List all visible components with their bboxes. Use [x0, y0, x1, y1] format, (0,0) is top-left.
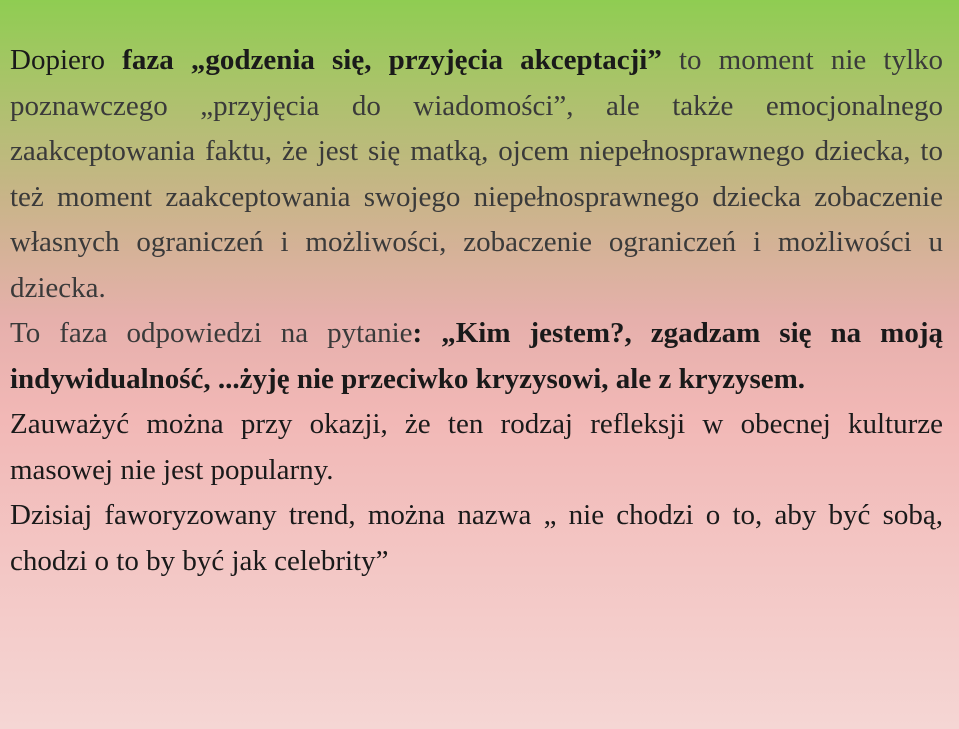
paragraph-4	[10, 493, 943, 584]
text-run: to moment nie tylko poznawczego „przyjęcia do wiadomości”, ale także emocjonalnego zaakceptowania faktu, że jest się matką, ojcem niepełnosprawnego dziecka, to też moment zaakceptowania swojego niepełnosprawnego dziecka zobaczenie własnych ograniczeń i możliwości, zobaczenie ograniczeń i możliwości u dziecka.	[10, 44, 944, 304]
text-run-bold: faza „godzenia się, przyjęcia akceptacji”	[122, 44, 679, 76]
paragraph-3	[10, 402, 943, 493]
text-run: Dopiero	[10, 44, 123, 76]
text-run: To faza odpowiedzi na pytanie	[10, 317, 413, 349]
paragraph-2	[10, 311, 943, 402]
text-run-bold: : „Kim jestem?, zgadzam się na moją indywidualność, ...żyję nie przeciwko kryzysowi, ale z kryzysem.	[10, 317, 943, 395]
text-run: Zauważyć można przy okazji, że ten rodzaj refleksji w obecnej kulturze masowej nie jest popularny.	[10, 408, 943, 486]
paragraph-1	[10, 38, 943, 311]
text-run: Dzisiaj faworyzowany trend, można nazwa „ nie chodzi o to, aby być sobą, chodzi o to by być jak celebrity”	[10, 499, 943, 577]
